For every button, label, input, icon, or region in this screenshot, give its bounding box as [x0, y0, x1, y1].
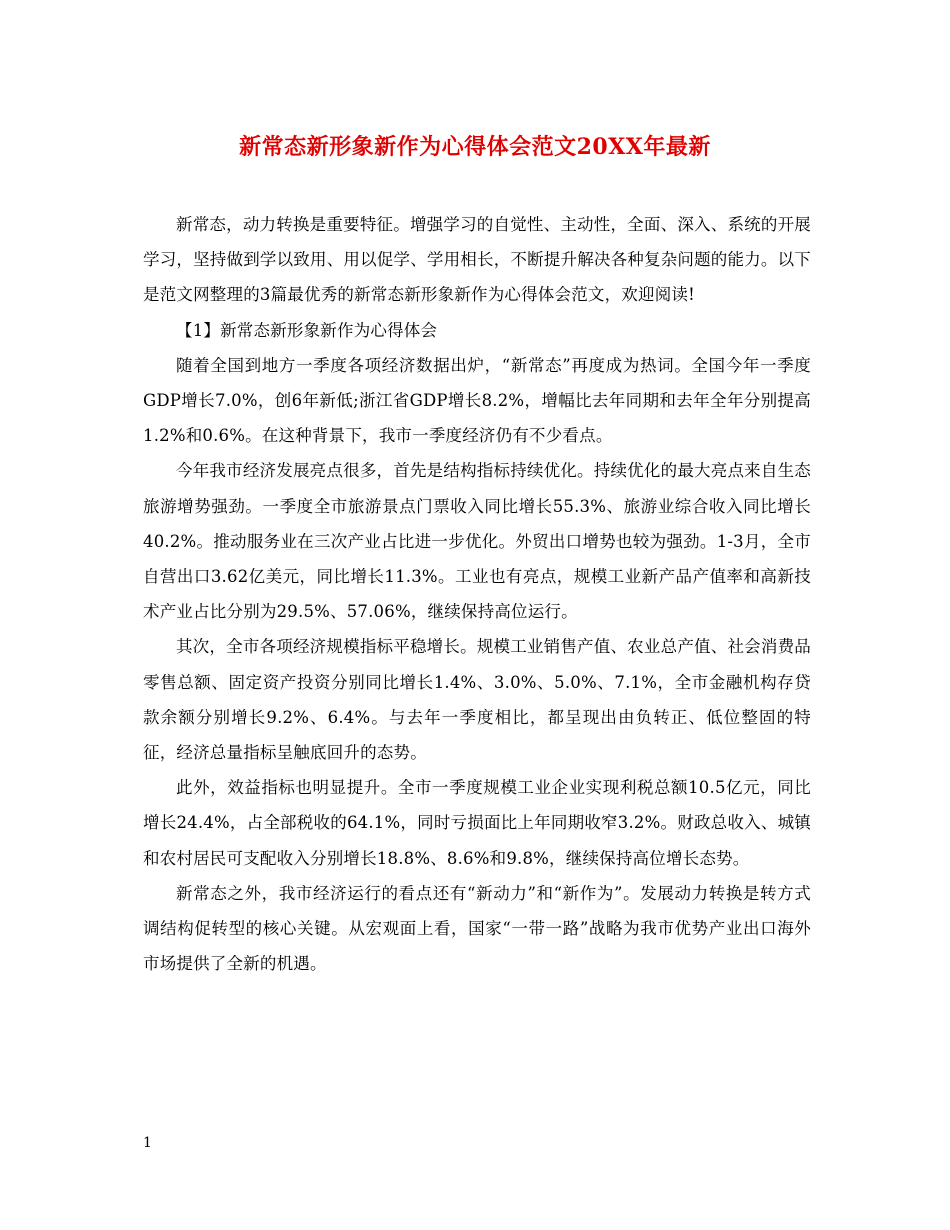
body-paragraph: 其次，全市各项经济规模指标平稳增长。规模工业销售产值、农业总产值、社会消费品零售总额、固定资产投资分别同比增长1.4%、3.0%、5.0%、7.1%，全市金融机构存贷款余额分别增长9.2%、6.4%。与去年一季度相比，都呈现出由负转正、低位整固的特征，经济总量指标呈触底回升的态势。: [143, 637, 811, 763]
body-paragraph: 今年我市经济发展亮点很多，首先是结构指标持续优化。持续优化的最大亮点来自生态旅游增势强劲。一季度全市旅游景点门票收入同比增长55.3%、旅游业综合收入同比增长40.2%。推动服务业在三次产业占比进一步优化。外贸出口增势也较为强劲。1-3月，全市自营出口3.62亿美元，同比增长11.3%。工业也有亮点，规模工业新产品产值率和高新技术产业占比分别为29.5%、57.06%，继续保持高位运行。: [143, 461, 811, 622]
document-title: 新常态新形象新作为心得体会范文20XX年最新: [239, 134, 711, 160]
page-number: 1: [143, 1135, 152, 1151]
body-paragraph: 此外，效益指标也明显提升。全市一季度规模工业企业实现利税总额10.5亿元，同比增长24.4%，占全部税收的64.1%，同时亏损面比上年同期收窄3.2%。财政总收入、城镇和农村居民可支配收入分别增长18.8%、8.6%和9.8%，继续保持高位增长态势。: [143, 778, 811, 868]
body-paragraph: 新常态之外，我市经济运行的看点还有“新动力”和“新作为”。发展动力转换是转方式调结构促转型的核心关键。从宏观面上看，国家“一带一路”战略为我市优势产业出口海外市场提供了全新的机遇。: [143, 883, 811, 974]
section-heading: 【1】新常态新形象新作为心得体会: [176, 320, 438, 340]
intro-paragraph: 新常态，动力转换是重要特征。增强学习的自觉性、主动性，全面、深入、系统的开展学习，坚持做到学以致用、用以促学、学用相长，不断提升解决各种复杂问题的能力。以下是范文网整理的3篇最优秀的新常态新形象新作为心得体会范文，欢迎阅读!: [143, 215, 811, 305]
body-paragraph: 随着全国到地方一季度各项经济数据出炉，“新常态”再度成为热词。全国今年一季度GDP增长7.0%，创6年新低;浙江省GDP增长8.2%，增幅比去年同期和去年全年分别提高1.2%和0.6%。在这种背景下，我市一季度经济仍有不少看点。: [143, 355, 811, 446]
document-body: [143, 207, 811, 981]
